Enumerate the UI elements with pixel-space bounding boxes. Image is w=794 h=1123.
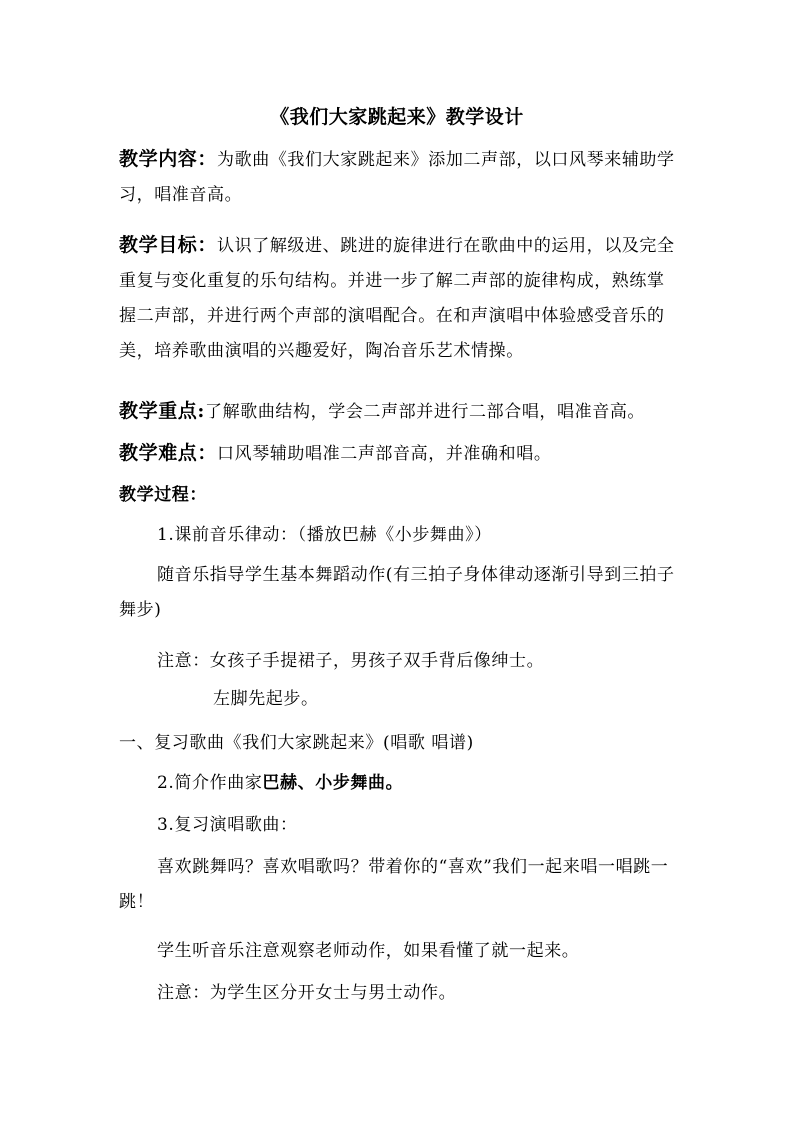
teaching-content-label: 教学内容： [119,148,218,170]
step-2-prefix: 2.简介作曲家 [157,773,263,793]
note-2: 注意：为学生区分开女士与男士动作。 [157,983,457,1003]
key-points-paragraph [119,394,679,430]
teaching-process-label: 教学过程： [119,485,207,505]
step-2 [157,766,403,801]
observe-line: 学生听音乐注意观察老师动作，如果看懂了就一起来。 [157,941,580,961]
difficulties-paragraph [119,436,679,472]
step-1: 1.课前音乐律动：（播放巴赫《小步舞曲》） [157,525,492,545]
step-3: 3.复习演唱歌曲： [157,815,298,835]
note-1-continued: 左脚先起步。 [213,689,319,709]
section-1-heading: 一、复习歌曲《我们大家跳起来》(唱歌 唱谱) [119,733,474,753]
step-1-detail: 随音乐指导学生基本舞蹈动作(有三拍子身体律动逐渐引导到三拍子舞步) [119,565,675,620]
teaching-goals-paragraph [119,228,679,369]
key-points-text: 了解歌曲结构，学会二声部并进行二部合唱，唱准音高。 [205,402,646,422]
teaching-goals-label: 教学目标： [119,234,218,256]
question-paragraph: 喜欢跳舞吗？喜欢唱歌吗？带着你的“喜欢”我们一起来唱一唱跳一跳！ [119,857,669,912]
key-points-label: 教学重点: [119,400,206,422]
note-1: 注意：女孩子手提裙子，男孩子双手背后像绅士。 [157,651,545,671]
document-title: 《我们大家跳起来》教学设计 [270,106,524,128]
teaching-content-paragraph [119,142,679,213]
teaching-content-text: 为歌曲《我们大家跳起来》添加二声部，以口风琴来辅助学习，唱准音高。 [119,150,675,205]
step-2-highlight: 巴赫、小步舞曲。 [262,773,404,793]
teaching-goals-text: 认识了解级进、跳进的旋律进行在歌曲中的运用，以及完全重复与变化重复的乐句结构。并进一步了解二声部的旋律构成，熟练掌握二声部，并进行两个声部的演唱配合。在和声演唱中体验感受音乐的美，培养歌曲演唱的兴趣爱好，陶冶音乐艺术情操。 [119,236,675,361]
difficulties-text: 口风琴辅助唱准二声部音高，并准确和唱。 [217,444,552,464]
difficulties-label: 教学难点： [119,442,218,464]
